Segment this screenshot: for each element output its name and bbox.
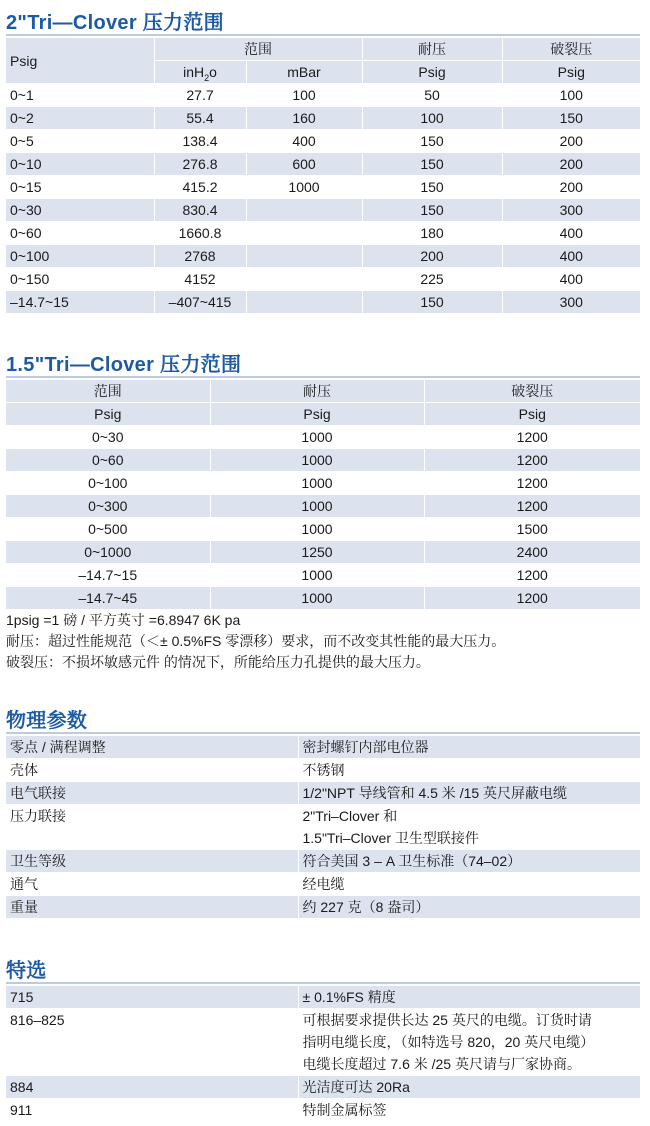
tri15-cell-burst: 1200 [424,564,640,587]
tri2-title: 2"Tri—Clover 压力范围 [6,12,224,34]
tri2-header-mbar: mBar [246,61,362,84]
tri2-cell-mbar: 1000 [246,176,362,199]
tri2-cell-mbar: 600 [246,153,362,176]
tri2-cell-burst: 400 [502,268,640,291]
physical-divider [6,732,640,734]
physical-cell-label: 电气联接 [6,782,298,805]
tri15-header-proof: 耐压 [210,380,424,403]
physical-cell-value [298,759,640,782]
options-cell-label: 816–825 [6,1009,298,1076]
options-value-line: 特制金属标签 [302,1102,387,1118]
options-cell-label: 884 [6,1076,298,1099]
options-table [6,986,640,1122]
table-row [6,291,640,314]
physical-cell-label: 压力联接 [6,805,298,850]
tri2-cell-inh2o: 27.7 [154,84,246,107]
table-row [6,873,640,896]
options-title: 特选 [6,960,47,982]
tri2-cell-burst: 300 [502,199,640,222]
table-row [6,736,640,759]
tri2-cell-psig: 0~150 [6,268,154,291]
tri2-cell-proof: 150 [362,176,502,199]
table-row [6,587,640,610]
tri2-cell-proof: 150 [362,199,502,222]
tri2-cell-inh2o: 1660.8 [154,222,246,245]
tri15-cell-range: 0~1000 [6,541,210,564]
table-row [6,495,640,518]
tri2-cell-psig: 0~100 [6,245,154,268]
options-cell-value [298,1099,640,1122]
options-value-line: 指明电缆长度，（如特选号 820，20 英尺电缆） [302,1034,595,1050]
options-value-line: 电缆长度超过 7.6 米 /25 英尺请与厂家协商。 [302,1056,581,1072]
physical-cell-label: 卫生等级 [6,850,298,873]
tri15-cell-range: 0~60 [6,449,210,472]
tri15-header-burst-unit: Psig [424,403,640,426]
tri15-cell-burst: 1200 [424,426,640,449]
table-row [6,222,640,245]
tri2-cell-psig: 0~60 [6,222,154,245]
table-row [6,541,640,564]
notes-block [6,610,646,673]
options-value-line: 可根据要求提供长达 25 英尺的电缆。订货时请 [302,1012,592,1028]
physical-cell-value [298,873,640,896]
tri2-header-proof-unit: Psig [362,61,502,84]
physical-cell-value [298,896,640,919]
physical-value-line: 1.5"Tri–Clover 卫生型联接件 [302,830,479,846]
tri2-cell-mbar [246,199,362,222]
physical-cell-value [298,736,640,759]
table-row [6,759,640,782]
table-row [6,472,640,495]
tri2-cell-inh2o: 830.4 [154,199,246,222]
table-row [6,130,640,153]
tri2-cell-proof: 200 [362,245,502,268]
tri15-cell-burst: 2400 [424,541,640,564]
tri2-cell-proof: 150 [362,130,502,153]
tri2-header-psig: Psig [6,38,154,84]
table-row [6,245,640,268]
tri2-cell-psig: 0~1 [6,84,154,107]
tri15-cell-proof: 1000 [210,587,424,610]
options-value-line: ± 0.1%FS 精度 [302,989,396,1005]
tri2-cell-mbar [246,268,362,291]
tri15-cell-proof: 1250 [210,541,424,564]
note-line: 1psig =1 磅 / 平方英寸 =6.8947 6K pa [6,612,241,628]
tri2-cell-inh2o: –407~415 [154,291,246,314]
table-row [6,805,640,850]
tri15-cell-burst: 1200 [424,449,640,472]
physical-cell-label: 零点 / 满程调整 [6,736,298,759]
table-row [6,986,640,1009]
table-row [6,449,640,472]
tri2-cell-proof: 225 [362,268,502,291]
options-cell-label: 715 [6,986,298,1009]
tri2-divider [6,34,640,36]
physical-value-line: 不锈钢 [302,762,345,778]
options-cell-value [298,1009,640,1076]
tri2-header-range: 范围 [154,38,362,61]
tri2-cell-mbar: 160 [246,107,362,130]
tri2-cell-burst: 300 [502,291,640,314]
tri2-cell-psig: 0~5 [6,130,154,153]
table-row [6,782,640,805]
tri2-cell-proof: 150 [362,153,502,176]
options-cell-value [298,986,640,1009]
note-line: 破裂压：不损坏敏感元件 的情况下，所能给压力孔提供的最大压力。 [6,654,430,670]
tri15-cell-range: –14.7~15 [6,564,210,587]
tri2-cell-mbar: 100 [246,84,362,107]
tri2-cell-mbar [246,291,362,314]
table-row [6,107,640,130]
tri2-cell-mbar: 400 [246,130,362,153]
options-value-line: 光洁度可达 20Ra [302,1079,410,1095]
tri15-cell-burst: 1200 [424,495,640,518]
table-row [6,176,640,199]
tri2-cell-proof: 150 [362,291,502,314]
tri2-cell-inh2o: 55.4 [154,107,246,130]
tri15-cell-proof: 1000 [210,472,424,495]
table-row [6,84,640,107]
tri15-cell-burst: 1500 [424,518,640,541]
tri15-cell-range: –14.7~45 [6,587,210,610]
tri2-cell-burst: 100 [502,84,640,107]
table-row [6,268,640,291]
tri15-header-range-unit: Psig [6,403,210,426]
tri2-header-burst: 破裂压 [502,38,640,61]
tri15-cell-proof: 1000 [210,449,424,472]
physical-cell-label: 重量 [6,896,298,919]
table-row [6,1076,640,1099]
tri2-cell-burst: 150 [502,107,640,130]
tri2-cell-psig: 0~10 [6,153,154,176]
tri2-cell-psig: 0~2 [6,107,154,130]
table-row [6,1099,640,1122]
tri15-header-burst: 破裂压 [424,380,640,403]
tri15-cell-range: 0~100 [6,472,210,495]
tri2-cell-burst: 200 [502,153,640,176]
tri2-cell-mbar [246,245,362,268]
tri2-cell-proof: 180 [362,222,502,245]
tri15-cell-range: 0~300 [6,495,210,518]
table-row [6,1009,640,1076]
physical-value-line: 1/2"NPT 导线管和 4.5 米 /15 英尺屏蔽电缆 [302,785,568,801]
physical-value-line: 约 227 克（8 盎司） [302,899,430,915]
tri15-cell-proof: 1000 [210,518,424,541]
physical-value-line: 符合美国 3 – A 卫生标准（74–02） [302,853,522,869]
tri2-cell-mbar [246,222,362,245]
tri2-header-burst-unit: Psig [502,61,640,84]
tri2-cell-burst: 200 [502,130,640,153]
tri15-cell-proof: 1000 [210,426,424,449]
physical-cell-label: 通气 [6,873,298,896]
physical-cell-value [298,850,640,873]
physical-title: 物理参数 [6,710,88,732]
tri2-header-inh2o: inH$_2$o [154,61,246,84]
tri2-header-proof: 耐压 [362,38,502,61]
physical-cell-value [298,782,640,805]
tri2-cell-psig: –14.7~15 [6,291,154,314]
physical-table [6,736,640,919]
tri2-cell-psig: 0~15 [6,176,154,199]
tri2-table [6,38,640,314]
physical-cell-label: 壳体 [6,759,298,782]
table-row [6,850,640,873]
tri2-cell-inh2o: 4152 [154,268,246,291]
options-cell-value [298,1076,640,1099]
physical-cell-value [298,805,640,850]
note-line: 耐压：超过性能规范（＜± 0.5%FS 零漂移）要求，而不改变其性能的最大压力。 [6,633,506,649]
table-row [6,426,640,449]
tri15-cell-range: 0~30 [6,426,210,449]
tri15-cell-proof: 1000 [210,495,424,518]
table-row [6,518,640,541]
tri15-cell-burst: 1200 [424,472,640,495]
tri2-cell-burst: 400 [502,222,640,245]
tri15-table [6,380,640,610]
tri2-cell-inh2o: 415.2 [154,176,246,199]
tri15-divider [6,376,640,378]
tri2-cell-proof: 100 [362,107,502,130]
tri2-cell-burst: 200 [502,176,640,199]
tri15-cell-proof: 1000 [210,564,424,587]
tri15-cell-range: 0~500 [6,518,210,541]
tri15-title: 1.5"Tri—Clover 压力范围 [6,354,242,376]
tri15-cell-burst: 1200 [424,587,640,610]
table-row [6,153,640,176]
tri2-cell-proof: 50 [362,84,502,107]
tri2-cell-inh2o: 276.8 [154,153,246,176]
table-row [6,199,640,222]
tri15-header-range: 范围 [6,380,210,403]
options-divider [6,982,640,984]
physical-value-line: 2"Tri–Clover 和 [302,808,398,824]
tri15-header-proof-unit: Psig [210,403,424,426]
tri2-cell-psig: 0~30 [6,199,154,222]
table-row [6,896,640,919]
physical-value-line: 密封螺钉内部电位器 [302,739,429,755]
tri2-cell-burst: 400 [502,245,640,268]
physical-value-line: 经电缆 [302,876,345,892]
tri2-cell-inh2o: 2768 [154,245,246,268]
table-row [6,564,640,587]
tri2-cell-inh2o: 138.4 [154,130,246,153]
options-cell-label: 911 [6,1099,298,1122]
